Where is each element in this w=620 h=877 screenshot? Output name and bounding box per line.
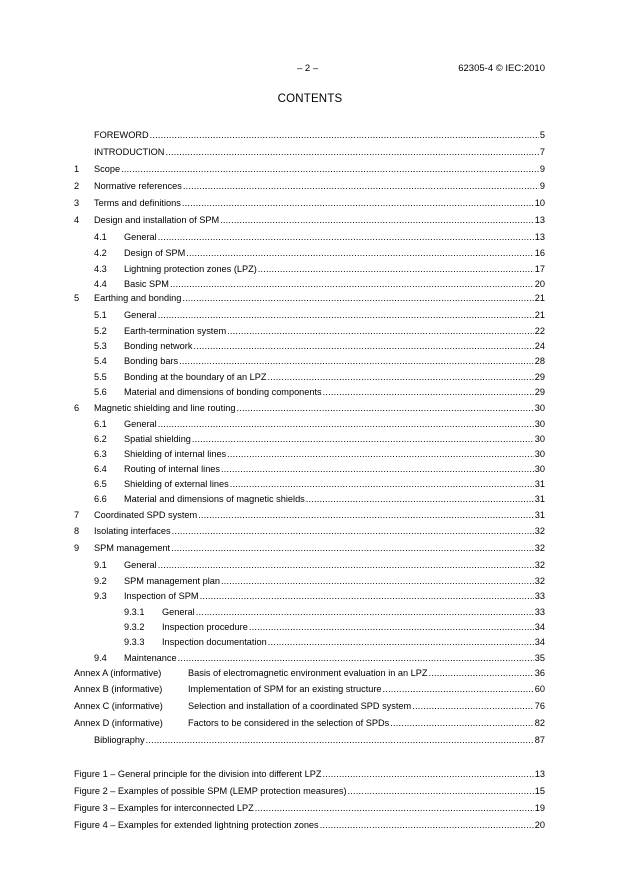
toc-entry[interactable] — [74, 128, 545, 143]
dot-leader — [227, 447, 534, 462]
toc-entry-number: 5.6 — [94, 387, 107, 397]
toc-entry-page: 82 — [534, 718, 545, 728]
toc-entry-title: SPM management plan — [124, 576, 221, 586]
toc-entry[interactable] — [74, 246, 545, 261]
toc-entry[interactable] — [74, 620, 545, 635]
toc-entry-number: 6.6 — [94, 494, 107, 504]
dot-leader — [158, 417, 534, 432]
figure-entry-page: 13 — [534, 769, 545, 779]
toc-entry[interactable] — [74, 162, 545, 177]
toc-entry[interactable] — [74, 385, 545, 400]
toc-entry-page: 31 — [534, 510, 545, 520]
toc-entry-page: 30 — [534, 449, 545, 459]
toc-entry[interactable] — [74, 145, 545, 160]
toc-entry[interactable] — [74, 508, 545, 523]
toc-entry-number: 4 — [74, 215, 80, 225]
figure-entry-title: Figure 4 – Examples for extended lightning protection zones — [74, 820, 319, 830]
toc-entry-page: 32 — [534, 526, 545, 536]
toc-entry-title: Factors to be considered in the selection of SPDs — [188, 718, 390, 728]
toc-entry-number: 4.2 — [94, 248, 107, 258]
dot-leader — [383, 682, 534, 697]
toc-entry-title: Shielding of external lines — [124, 479, 229, 489]
toc-entry[interactable] — [74, 462, 545, 477]
figure-entry-page: 20 — [534, 820, 545, 830]
dot-leader — [121, 162, 539, 177]
figure-entry-page: 19 — [534, 803, 545, 813]
toc-entry[interactable] — [74, 666, 545, 681]
toc-entry-number: 9.3 — [94, 591, 107, 601]
dot-leader — [172, 524, 534, 539]
toc-entry[interactable] — [74, 417, 545, 432]
dot-leader — [146, 733, 534, 748]
dot-leader — [220, 213, 534, 228]
toc-entry-page: 32 — [534, 576, 545, 586]
toc-entry-number: 5.4 — [94, 356, 107, 366]
toc-entry[interactable] — [74, 213, 545, 228]
toc-entry-page: 29 — [534, 372, 545, 382]
toc-entry-page: 87 — [534, 735, 545, 745]
dot-leader — [306, 492, 534, 507]
toc-entry[interactable] — [74, 230, 545, 245]
toc-entry-number: 3 — [74, 198, 80, 208]
toc-entry[interactable] — [74, 262, 545, 277]
dot-leader — [412, 699, 534, 714]
dot-leader — [323, 767, 534, 782]
figure-entry-title: Figure 1 – General principle for the division into different LPZ — [74, 769, 322, 779]
dot-leader — [158, 558, 534, 573]
dot-leader — [221, 462, 534, 477]
figure-entry[interactable] — [74, 767, 545, 782]
toc-entry-page: 10 — [534, 198, 545, 208]
dot-leader — [258, 262, 534, 277]
dot-leader — [390, 716, 534, 731]
toc-entry-number: 9.3.1 — [124, 607, 145, 617]
toc-entry[interactable] — [74, 179, 545, 194]
toc-entry-page: 30 — [534, 434, 545, 444]
dot-leader — [227, 324, 534, 339]
toc-entry-number: Annex B (informative) — [74, 684, 163, 694]
toc-entry[interactable] — [74, 733, 545, 748]
toc-entry-page: 13 — [534, 215, 545, 225]
toc-entry-page: 5 — [539, 130, 545, 140]
toc-entry[interactable] — [74, 635, 545, 650]
toc-entry-title: Isolating interfaces — [94, 526, 171, 536]
toc-entry-title: INTRODUCTION — [94, 147, 165, 157]
dot-leader — [255, 801, 534, 816]
toc-entry[interactable] — [74, 339, 545, 354]
toc-entry-page: 32 — [534, 543, 545, 553]
figure-entry-page: 15 — [534, 786, 545, 796]
toc-entry-title: Implementation of SPM for an existing structure — [188, 684, 382, 694]
toc-entry[interactable] — [74, 492, 545, 507]
page-number: – 2 – — [297, 63, 319, 74]
dot-leader — [178, 651, 534, 666]
toc-entry-page: 31 — [534, 479, 545, 489]
toc-entry-title: Lightning protection zones (LPZ) — [124, 264, 257, 274]
toc-entry-page: 9 — [539, 181, 545, 191]
toc-entry-page: 60 — [534, 684, 545, 694]
dot-leader — [429, 666, 534, 681]
toc-entry-number: 9.2 — [94, 576, 107, 586]
dot-leader — [193, 339, 533, 354]
toc-entry-page: 17 — [534, 264, 545, 274]
toc-entry-title: Earthing and bonding — [94, 293, 182, 303]
toc-entry-number: 9.4 — [94, 653, 107, 663]
standard-reference: 62305-4 © IEC:2010 — [458, 63, 545, 74]
toc-entry[interactable] — [74, 682, 545, 697]
toc-entry-number: 5 — [74, 293, 80, 303]
toc-entry-title: SPM management — [94, 543, 171, 553]
toc-entry-page: 34 — [534, 622, 545, 632]
dot-leader — [198, 508, 534, 523]
dot-leader — [236, 401, 533, 416]
dot-leader — [200, 589, 534, 604]
dot-leader — [158, 308, 534, 323]
toc-entry-title: Magnetic shielding and line routing — [94, 403, 236, 413]
toc-entry[interactable] — [74, 196, 545, 211]
toc-entry-title: Material and dimensions of bonding components — [124, 387, 322, 397]
toc-entry-title: Bonding at the boundary of an LPZ — [124, 372, 267, 382]
dot-leader — [221, 574, 534, 589]
toc-entry-number: 4.1 — [94, 232, 107, 242]
toc-entry-page: 33 — [534, 607, 545, 617]
figure-entry-title: Figure 2 – Examples of possible SPM (LEMP protection measures) — [74, 786, 347, 796]
dot-leader — [249, 620, 534, 635]
dot-leader — [186, 246, 533, 261]
toc-entry-title: Basic SPM — [124, 279, 169, 289]
toc-entry-title: Terms and definitions — [94, 198, 181, 208]
toc-entry[interactable] — [74, 589, 545, 604]
toc-entry-page: 21 — [534, 293, 545, 303]
toc-entry[interactable] — [74, 291, 545, 306]
toc-entry-title: Routing of internal lines — [124, 464, 221, 474]
dot-leader — [268, 635, 534, 650]
dot-leader — [158, 230, 534, 245]
figure-entry[interactable] — [74, 784, 545, 799]
toc-entry-page: 24 — [534, 341, 545, 351]
toc-entry[interactable] — [74, 401, 545, 416]
toc-entry-number: 9.1 — [94, 560, 107, 570]
toc-entry-page: 34 — [534, 637, 545, 647]
toc-entry-number: 8 — [74, 526, 80, 536]
toc-entry-page: 29 — [534, 387, 545, 397]
dot-leader — [192, 432, 534, 447]
toc-entry[interactable] — [74, 541, 545, 556]
toc-entry-number: 6.5 — [94, 479, 107, 489]
toc-entry-number: 9 — [74, 543, 80, 553]
toc-entry-page: 35 — [534, 653, 545, 663]
toc-entry-title: General — [124, 232, 157, 242]
toc-entry-page: 20 — [534, 279, 545, 289]
toc-entry-title: Shielding of internal lines — [124, 449, 227, 459]
toc-entry-title: Maintenance — [124, 653, 177, 663]
toc-entry-title: Inspection of SPM — [124, 591, 199, 601]
toc-entry-page: 30 — [534, 403, 545, 413]
toc-entry[interactable] — [74, 277, 545, 292]
toc-entry-number: 1 — [74, 164, 80, 174]
toc-entry[interactable] — [74, 354, 545, 369]
dot-leader — [171, 541, 534, 556]
toc-entry[interactable] — [74, 308, 545, 323]
toc-entry-page: 21 — [534, 310, 545, 320]
toc-entry-number: 6.2 — [94, 434, 107, 444]
toc-entry[interactable] — [74, 524, 545, 539]
toc-entry[interactable] — [74, 370, 545, 385]
toc-entry-title: Inspection documentation — [162, 637, 267, 647]
toc-entry-page: 30 — [534, 464, 545, 474]
dot-leader — [150, 128, 539, 143]
toc-entry-page: 22 — [534, 326, 545, 336]
toc-entry[interactable] — [74, 558, 545, 573]
toc-entry-title: General — [162, 607, 195, 617]
dot-leader — [170, 277, 534, 292]
toc-entry[interactable] — [74, 574, 545, 589]
toc-entry-page: 31 — [534, 494, 545, 504]
dot-leader — [183, 179, 539, 194]
toc-entry-number: 5.5 — [94, 372, 107, 382]
dot-leader — [323, 385, 534, 400]
toc-entry-title: FOREWORD — [94, 130, 149, 140]
toc-entry-title: General — [124, 310, 157, 320]
toc-entry-title: Bonding bars — [124, 356, 179, 366]
figure-entry-title: Figure 3 – Examples for interconnected LPZ — [74, 803, 254, 813]
toc-entry-page: 16 — [534, 248, 545, 258]
toc-entry-number: Annex D (informative) — [74, 718, 163, 728]
toc-entry-page: 33 — [534, 591, 545, 601]
toc-entry-number: 2 — [74, 181, 80, 191]
toc-entry[interactable] — [74, 699, 545, 714]
toc-entry-number: 7 — [74, 510, 80, 520]
toc-entry[interactable] — [74, 605, 545, 620]
toc-entry-title: Design of SPM — [124, 248, 186, 258]
toc-entry-number: Annex C (informative) — [74, 701, 163, 711]
toc-entry-page: 13 — [534, 232, 545, 242]
toc-entry-number: 5.3 — [94, 341, 107, 351]
toc-entry-title: Bonding network — [124, 341, 193, 351]
dot-leader — [165, 145, 538, 160]
toc-entry-title: Spatial shielding — [124, 434, 191, 444]
toc-entry-page: 9 — [539, 164, 545, 174]
toc-entry[interactable] — [74, 447, 545, 462]
toc-entry-number: 6.1 — [94, 419, 107, 429]
toc-entry[interactable] — [74, 432, 545, 447]
toc-entry-number: 9.3.2 — [124, 622, 145, 632]
toc-entry-page: 32 — [534, 560, 545, 570]
toc-entry-title: Bibliography — [94, 735, 145, 745]
toc-entry-number: 4.3 — [94, 264, 107, 274]
toc-entry-title: General — [124, 560, 157, 570]
dot-leader — [182, 291, 533, 306]
figure-entry[interactable] — [74, 818, 545, 833]
dot-leader — [348, 784, 534, 799]
toc-entry-title: Earth-termination system — [124, 326, 227, 336]
toc-entry-page: 30 — [534, 419, 545, 429]
toc-entry-title: General — [124, 419, 157, 429]
dot-leader — [179, 354, 534, 369]
toc-entry-title: Design and installation of SPM — [94, 215, 220, 225]
toc-entry-title: Inspection procedure — [162, 622, 248, 632]
dot-leader — [320, 818, 534, 833]
dot-leader — [182, 196, 534, 211]
toc-entry-page: 7 — [539, 147, 545, 157]
toc-entry-number: Annex A (informative) — [74, 668, 162, 678]
dot-leader — [196, 605, 534, 620]
toc-entry-number: 6 — [74, 403, 80, 413]
toc-entry-title: Coordinated SPD system — [94, 510, 198, 520]
toc-entry-page: 76 — [534, 701, 545, 711]
toc-entry-title: Normative references — [94, 181, 182, 191]
toc-entry-number: 9.3.3 — [124, 637, 145, 647]
toc-entry-title: Scope — [94, 164, 121, 174]
figure-entry[interactable] — [74, 801, 545, 816]
toc-entry-number: 5.1 — [94, 310, 107, 320]
page-title: CONTENTS — [277, 93, 343, 105]
toc-entry-title: Selection and installation of a coordinated SPD system — [188, 701, 412, 711]
toc-entry-number: 6.4 — [94, 464, 107, 474]
toc-entry-number: 4.4 — [94, 279, 107, 289]
toc-entry[interactable] — [74, 651, 545, 666]
toc-entry[interactable] — [74, 477, 545, 492]
toc-entry[interactable] — [74, 716, 545, 731]
toc-entry-page: 28 — [534, 356, 545, 366]
toc-entry-title: Material and dimensions of magnetic shields — [124, 494, 305, 504]
toc-entry-number: 5.2 — [94, 326, 107, 336]
dot-leader — [230, 477, 534, 492]
toc-entry-page: 36 — [534, 668, 545, 678]
toc-entry-number: 6.3 — [94, 449, 107, 459]
toc-entry[interactable] — [74, 324, 545, 339]
toc-entry-title: Basis of electromagnetic environment evaluation in an LPZ — [188, 668, 428, 678]
dot-leader — [268, 370, 534, 385]
